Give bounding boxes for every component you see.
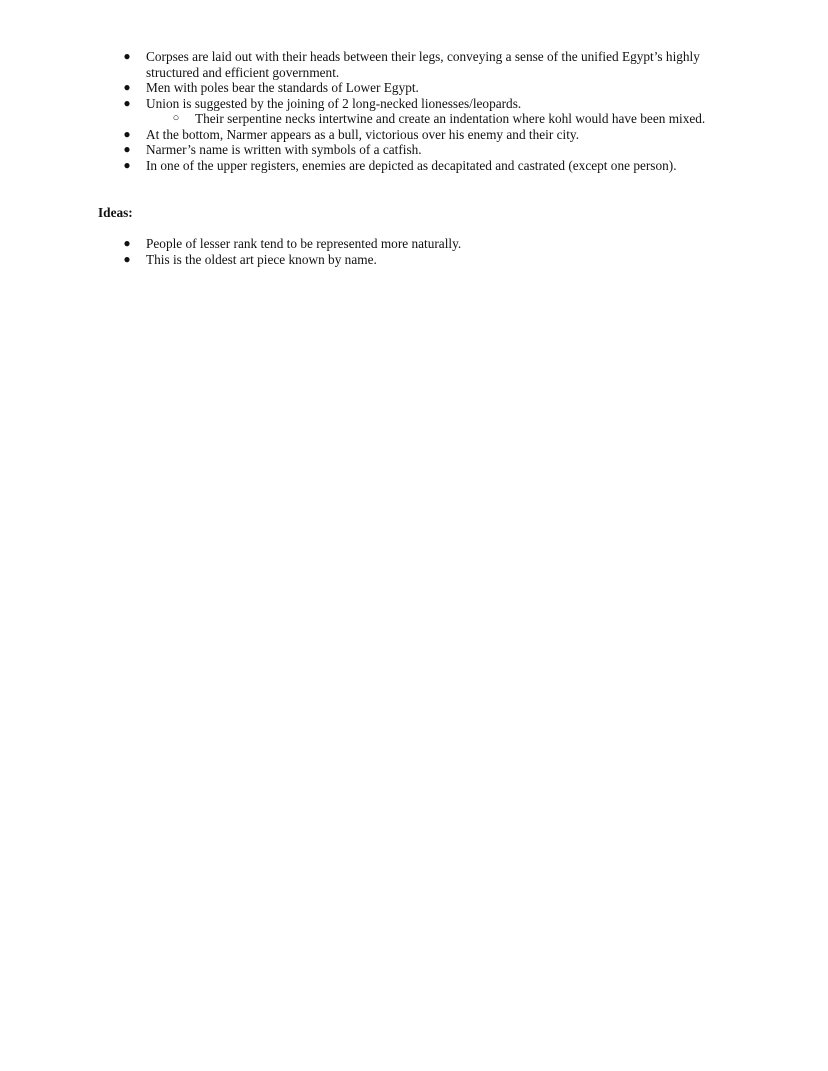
list-item-text: Narmer’s name is written with symbols of a catfish. (146, 142, 422, 157)
list-item (0, 127, 716, 143)
bullet-icon: ● (123, 142, 131, 156)
list-item-text: This is the oldest art piece known by name. (146, 251, 377, 267)
list-item-text: People of lesser rank tend to be represented more naturally. (146, 236, 462, 251)
bullet-icon: ● (123, 95, 131, 110)
list-item (0, 49, 716, 80)
bullet-icon: ● (123, 49, 131, 63)
ideas-bullet-list (0, 236, 716, 267)
list-item-text: At the bottom, Narmer appears as a bull, victorious over his enemy and their city. (146, 126, 580, 142)
list-item (0, 252, 716, 268)
bullet-icon: ● (123, 80, 131, 94)
list-item-text: Men with poles bear the standards of Lower Egypt. (146, 80, 419, 95)
bullet-icon: ● (123, 157, 131, 172)
sub-list-item-text: Their serpentine necks intertwine and create an indentation where kohl would have been mixed. (195, 111, 706, 126)
notes-bullet-list (0, 49, 755, 173)
list-item (0, 142, 716, 158)
list-item (0, 158, 716, 174)
list-item (0, 80, 716, 96)
bullet-icon: ● (123, 236, 131, 250)
list-item-text: Union is suggested by the joining of 2 long-necked lionesses/leopards. (146, 95, 522, 111)
ideas-heading: Ideas: (98, 205, 133, 220)
bullet-icon: ● (123, 251, 131, 266)
sub-list-item (0, 111, 755, 127)
list-item (0, 96, 716, 112)
bullet-icon: ● (123, 126, 131, 141)
list-item (0, 236, 716, 252)
list-item-text: In one of the upper registers, enemies are depicted as decapitated and castrated (except one person). (146, 157, 677, 173)
hollow-bullet-icon: ○ (172, 112, 180, 124)
list-item-text: Corpses are laid out with their heads between their legs, conveying a sense of the unified Egypt’s highly structured and efficient government. (146, 49, 700, 80)
